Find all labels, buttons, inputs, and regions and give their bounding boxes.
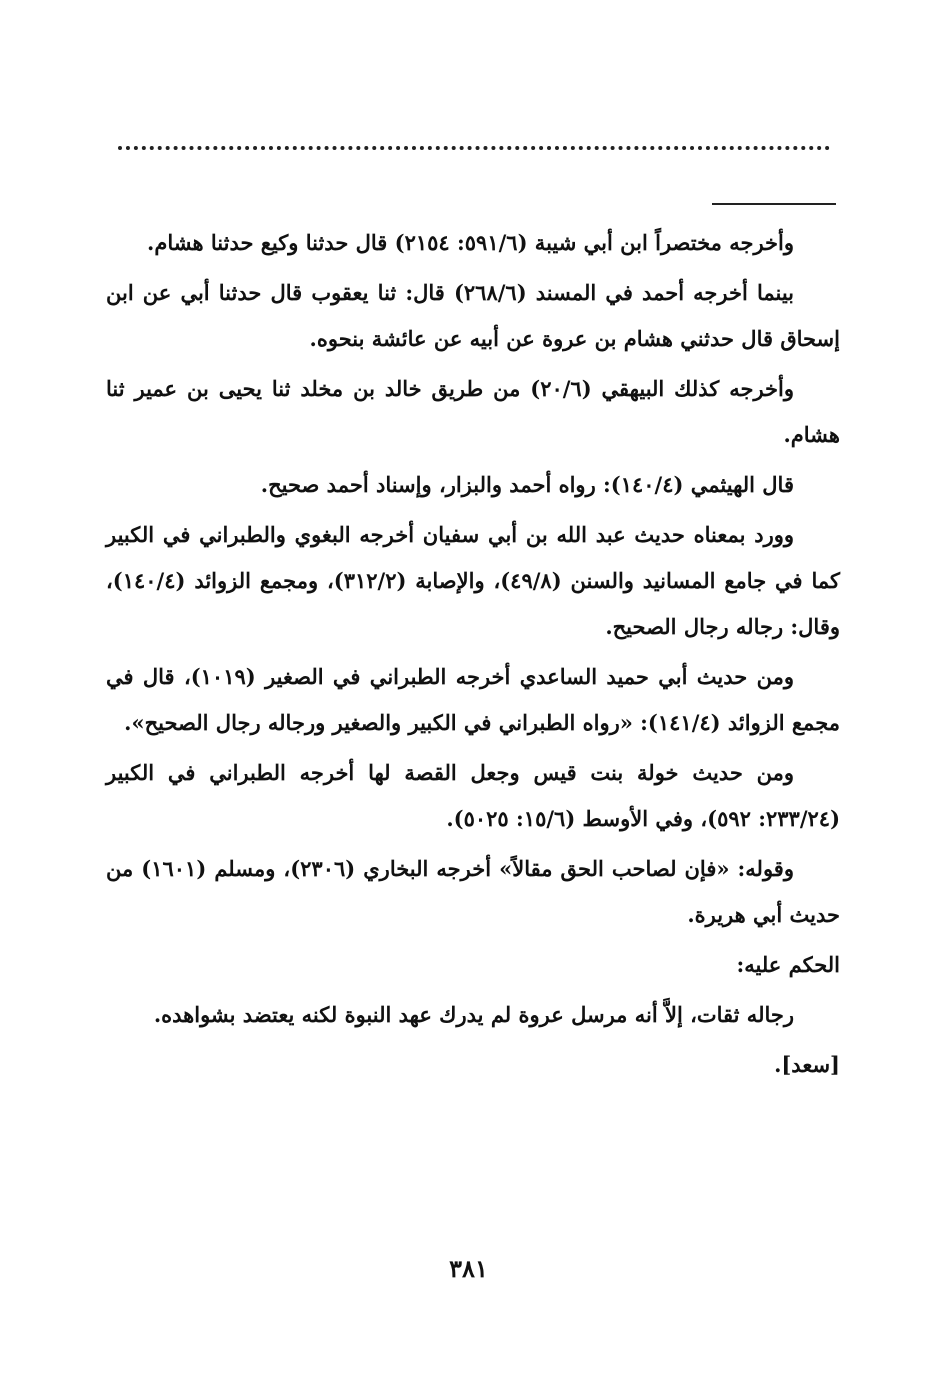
paragraph-bayhaqi: وأخرجه كذلك البيهقي (٢٠/٦) من طريق خالد بن مخلد ثنا يحيى بن عمير ثنا هشام. xyxy=(106,376,840,447)
ruling-text: رجاله ثقات، إلاَّ أنه مرسل عروة لم يدرك عهد النبوة لكنه يعتضد بشواهده. xyxy=(153,1002,794,1027)
paragraph-khawla-bint-qays: ومن حديث خولة بنت قيس وجعل القصة لها أخرجه الطبراني في الكبير (٢٣٣/٢٤: ٥٩٢)، وفي الأوسط (١٥/٦: ٥٠٢٥). xyxy=(106,760,840,831)
paragraph-abu-humayd: ومن حديث أبي حميد الساعدي أخرجه الطبراني في الصغير (١٠١٩)، قال في مجمع الزوائد (١٤١/٤): «رواه الطبراني في الكبير والصغير ورجاله رجال الصحيح». xyxy=(106,664,840,735)
paragraph-bukhari-muslim: وقوله: «فإن لصاحب الحق مقالاً» أخرجه البخاري (٢٣٠٦)، ومسلم (١٦٠١) من حديث أبي هريرة. xyxy=(106,856,840,927)
main-text xyxy=(106,220,840,1092)
paragraph-abdullah-ibn-abi-sufyan: وورد بمعناه حديث عبد الله بن أبي سفيان أخرجه البغوي والطبراني في الكبير كما في جامع المسانيد والسنن (٤٩/٨)، والإصابة (٣١٢/٢)، ومجمع الزوائد (١٤٠/٤)، وقال: رجاله رجال الصحيح. xyxy=(106,522,840,639)
ruling-heading: الحكم عليه: xyxy=(736,952,840,977)
dotted-separator xyxy=(118,146,830,150)
paragraph-ahmad-musnad: بينما أخرجه أحمد في المسند (٢٦٨/٦) قال: ثنا يعقوب قال حدثنا أبي عن ابن إسحاق قال حدثني هشام بن عروة عن أبيه عن عائشة بنحوه. xyxy=(106,280,840,351)
footnote-separator-line xyxy=(712,203,836,205)
paragraph-haythami: قال الهيثمي (١٤٠/٤): رواه أحمد والبزار، وإسناد أحمد صحيح. xyxy=(260,472,794,497)
page-number: ٣٨١ xyxy=(449,1254,488,1283)
author-signature: [سعد]. xyxy=(774,1052,840,1077)
paragraph-ibn-abi-shaybah: وأخرجه مختصراً ابن أبي شيبة (٥٩١/٦: ٢١٥٤) قال حدثنا وكيع حدثنا هشام. xyxy=(147,230,794,255)
